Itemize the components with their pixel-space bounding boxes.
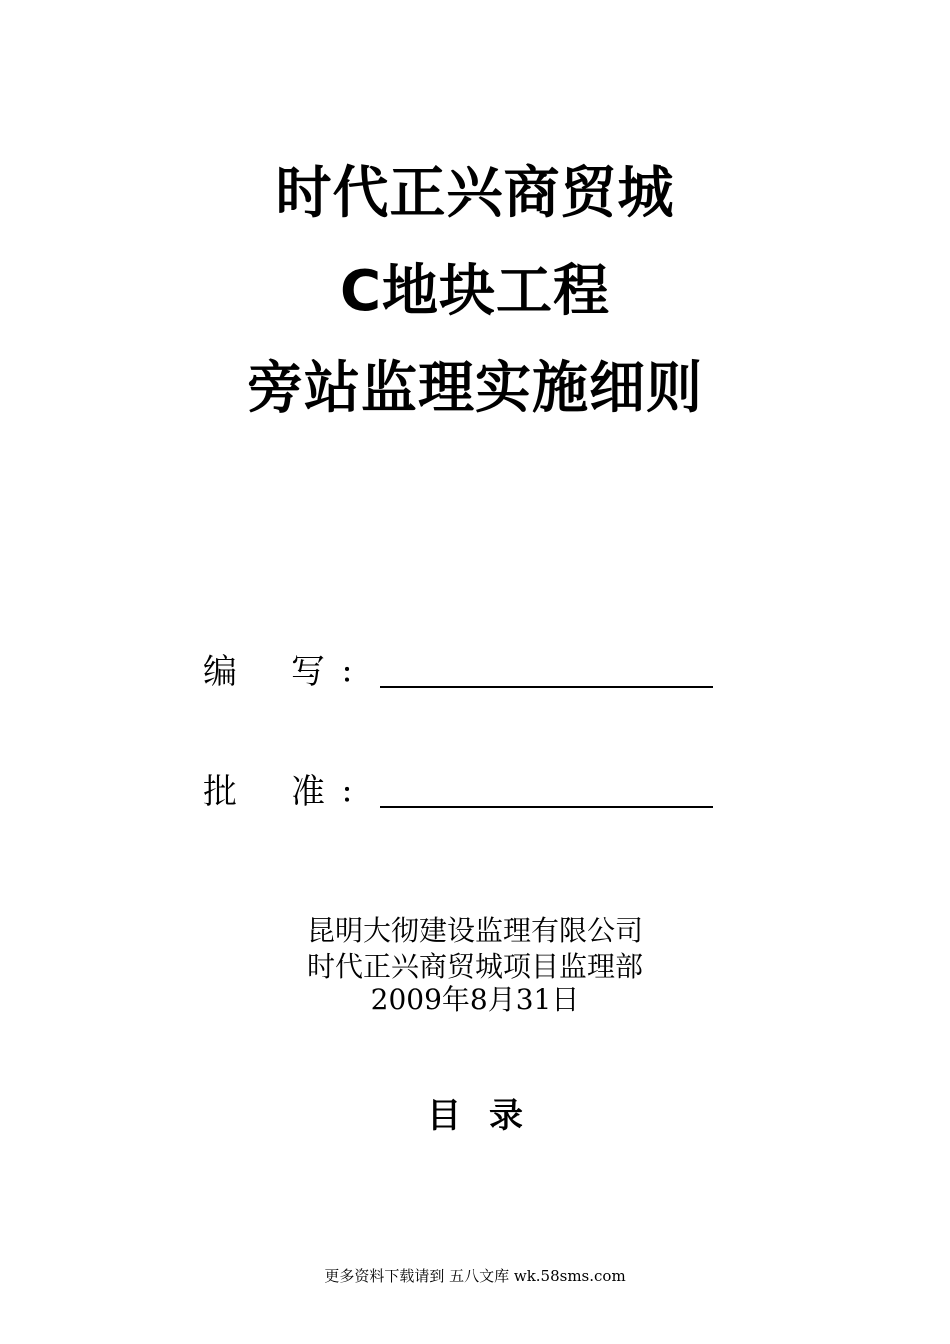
writer-signature-line [380,686,713,688]
document-title-line-3: 旁站监理实施细则 [247,356,703,421]
writer-signature-row [203,650,723,694]
department-name: 时代正兴商贸城项目监理部 [306,950,643,983]
document-title-line-1: 时代正兴商贸城 [275,161,675,226]
approver-signature-row [203,770,723,814]
writer-label-char-2: 写 [291,652,325,692]
writer-label-char-1: 编 [203,652,237,692]
document-title-line-2: C地块工程 [339,259,611,324]
table-of-contents-heading: 目录 [427,1096,551,1136]
approver-signature-line [380,806,713,808]
footer-download-note: 更多资料下载请到 五八文库 wk.58sms.com [324,1267,626,1285]
approver-colon: ： [341,779,368,809]
document-date: 2009年8月31日 [370,983,580,1016]
writer-colon: ： [341,659,368,689]
approver-label-char-1: 批 [203,772,237,812]
approver-label-char-2: 准 [291,772,325,812]
company-name: 昆明大彻建设监理有限公司 [306,914,643,947]
